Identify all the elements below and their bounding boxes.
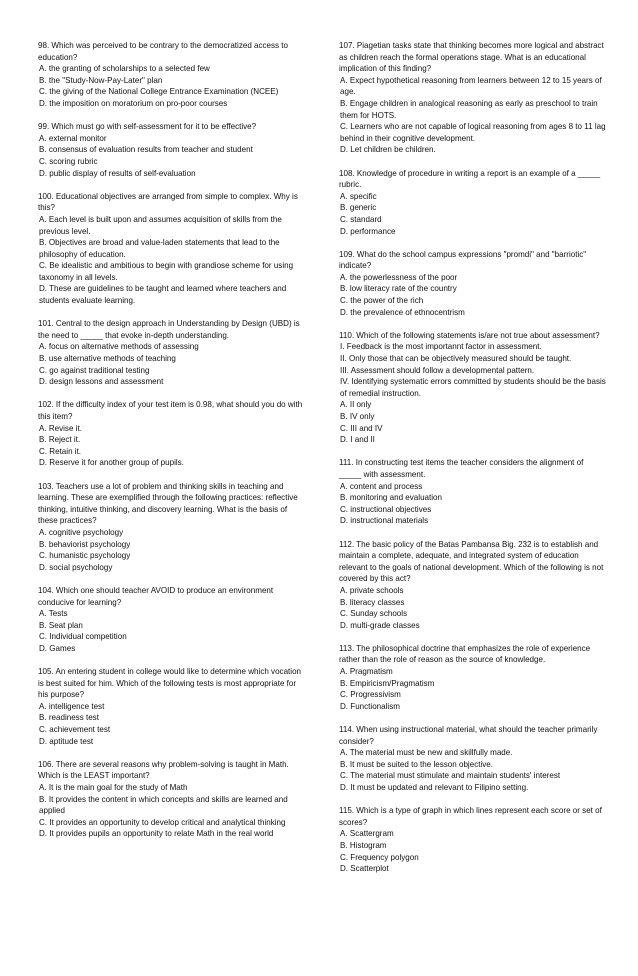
answer-option: C. Progressivism	[340, 690, 401, 700]
answer-option: C. Retain it.	[39, 446, 82, 456]
answer-option: C. the giving of the National College Entrance Examination (NCEE)	[39, 87, 279, 97]
question-stem: 106. There are several reasons why problem-solving is taught in Math. Which is the LEAST important?	[38, 759, 289, 781]
answer-option: B. readiness test	[39, 713, 99, 723]
question-stem: 113. The philosophical doctrine that emphasizes the role of experience rather than the role of reason as the source of knowledge.	[339, 643, 591, 665]
answer-option: D. Reserve it for another group of pupils.	[39, 458, 184, 468]
answer-option: IV. Identifying systematic errors committed by students should be the basis of remedial instruction.	[340, 377, 606, 398]
question-105	[38, 666, 306, 747]
answer-option: B. IV only	[340, 412, 375, 421]
answer-option: A. cognitive psychology	[39, 527, 124, 537]
answer-option: C. Learners who are not capable of logical reasoning from ages 8 to 11 lag behind in their cognitive development.	[340, 122, 606, 143]
answer-option: B. consensus of evaluation results from teacher and student	[39, 145, 253, 155]
question-stem: 103. Teachers use a lot of problem and thinking skills in teaching and learning. These are exemplified through the following practices: reflective thinking, intuitive thinking, and discovery learning. What is the basis of these practices?	[38, 481, 298, 526]
right-column	[339, 40, 607, 886]
answer-option: B. generic	[340, 203, 377, 213]
answer-option: B. Seat plan	[39, 620, 83, 630]
answer-option: A. II only	[340, 400, 372, 410]
answer-option: A. Tests	[39, 609, 68, 619]
answer-option: A. focus on alternative methods of assessing	[39, 342, 199, 352]
answer-option: D. multi-grade classes	[340, 620, 420, 630]
answer-option: C. go against traditional testing	[39, 365, 150, 375]
answer-option: D. instructional materials	[340, 516, 429, 526]
answer-option: C. humanistic psychology	[39, 551, 131, 561]
answer-option: D. I and II	[340, 435, 375, 445]
answer-option: A. Expect hypothetical reasoning from learners between 12 to 15 years of age.	[340, 75, 602, 97]
question-stem: 100. Educational objectives are arranged from simple to complex. Why is this?	[38, 191, 298, 213]
question-100	[38, 191, 306, 307]
answer-option: D. social psychology	[39, 562, 113, 572]
answer-option: B. Reject it.	[39, 435, 81, 445]
answer-option: D. These are guidelines to be taught and learned where teachers and students evaluate learning.	[39, 284, 287, 306]
answer-option: B. behaviorist psychology	[39, 539, 131, 549]
question-stem: 108. Knowledge of procedure in writing a report is an example of a _____ rubric.	[339, 168, 601, 190]
answer-option: A. Pragmatism	[340, 667, 393, 677]
question-stem: 99. Which must go with self-assessment for it to be effective?	[38, 122, 257, 132]
answer-option: I. Feedback is the most importannt factor in assessment.	[340, 342, 542, 352]
answer-option: A. private schools	[340, 585, 404, 595]
answer-option: III. Assessment should follow a developmental pattern.	[340, 365, 535, 375]
question-stem: 105. An entering student in college would like to determine which vocation is best suited for him. Which of the following tests is most appropriate for his purpose?	[38, 667, 302, 700]
answer-option: A. Revise it.	[39, 423, 82, 433]
answer-option: B. the "Study-Now-Pay-Later" plan	[39, 75, 163, 85]
answer-option: A. The material must be new and skillfully made.	[340, 748, 513, 758]
question-101	[38, 318, 306, 388]
answer-option: D. It provides pupils an opportunity to relate Math in the real world	[39, 829, 274, 839]
answer-option: B. use alternative methods of teaching	[39, 354, 176, 364]
answer-option: D. It must be updated and relevant to Filipino setting.	[340, 783, 529, 792]
question-stem: 111. In constructing test items the teacher considers the alignment of _____ with assessment.	[339, 458, 584, 479]
answer-option: C. III and IV	[340, 423, 383, 433]
answer-option: D. public display of results of self-evaluation	[39, 168, 196, 178]
question-103	[38, 481, 306, 574]
question-112	[339, 539, 607, 632]
question-98	[38, 40, 306, 110]
answer-option: B. literacy classes	[340, 597, 405, 607]
answer-option: D. Scatterplot	[340, 864, 389, 874]
answer-option: B. It must be suited to the lesson objective.	[340, 759, 493, 769]
question-99	[38, 121, 306, 179]
answer-option: A. Scattergram	[340, 829, 394, 839]
question-stem: 102. If the difficulty index of your test item is 0.98, what should you do with this item?	[38, 400, 303, 421]
answer-option: B. monitoring and evaluation	[340, 493, 442, 503]
question-stem: 112. The basic policy of the Batas Pambansa Big. 232 is to establish and maintain a complete, adequate, and integrated system of education relevant to the goals of national development. Which of the following is not covered by this act?	[339, 539, 604, 584]
question-111	[339, 457, 607, 527]
answer-option: C. Frequency polygon	[340, 852, 419, 862]
answer-option: C. It provides an opportunity to develop critical and analytical thinking	[39, 817, 286, 827]
answer-option: D. Let children be children.	[340, 145, 436, 155]
answer-option: II. Only those that can be objectively measured should be taught.	[340, 354, 572, 364]
answer-option: C. scoring rubric	[39, 156, 98, 166]
left-column	[38, 40, 306, 852]
question-107	[339, 40, 607, 156]
answer-option: D. Games	[39, 643, 76, 653]
answer-option: C. the power of the rich	[340, 296, 424, 306]
question-stem: 109. What do the school campus expressions "promdi" and "barriotic" indicate?	[339, 249, 587, 271]
question-stem: 98. Which was perceived to be contrary to the democratized access to education?	[38, 41, 289, 62]
answer-option: D. design lessons and assessment	[39, 377, 164, 387]
answer-option: A. Each level is built upon and assumes acquisition of skills from the previous level.	[39, 214, 282, 236]
answer-option: C. achievement test	[39, 725, 111, 735]
answer-option: C. instructional objectives	[340, 504, 432, 514]
question-110	[339, 330, 607, 446]
question-113	[339, 643, 607, 713]
answer-option: B. Engage children in analogical reasoning as early as preschool to train them for HOTS.	[340, 98, 598, 120]
answer-option: A. the granting of scholarships to a selected few	[39, 64, 210, 74]
question-stem: 114. When using instructional material, what should the teacher primarily consider?	[339, 725, 598, 746]
answer-option: C. Be idealistic and ambitious to begin with grandiose scheme for using taxonomy in all levels.	[39, 261, 294, 282]
question-109	[339, 249, 607, 319]
answer-option: B. Empiricism/Pragmatism	[340, 678, 435, 688]
answer-option: A. intelligence test	[39, 701, 105, 711]
answer-option: C. Sunday schools	[340, 609, 408, 619]
answer-option: B. Objectives are broad and value-laden statements that lead to the philosophy of education.	[39, 238, 280, 259]
answer-option: A. external monitor	[39, 133, 107, 143]
answer-option: C. The material must stimulate and maintain students' interest	[340, 771, 561, 781]
question-108	[339, 168, 607, 238]
question-104	[38, 585, 306, 655]
answer-option: B. Histogram	[340, 840, 387, 850]
answer-option: A. It is the main goal for the study of Math	[39, 783, 188, 792]
answer-option: D. performance	[340, 226, 396, 236]
answer-option: D. aptitude test	[39, 736, 94, 746]
answer-option: C. Individual competition	[39, 632, 127, 642]
answer-option: A. specific	[340, 191, 377, 201]
answer-option: A. the powerlessness of the poor	[340, 272, 458, 282]
question-114	[339, 724, 607, 794]
answer-option: B. low literacy rate of the country	[340, 284, 457, 294]
answer-option: D. Functionalism	[340, 701, 400, 711]
answer-option: B. It provides the content in which concepts and skills are learned and applied	[39, 794, 288, 816]
answer-option: A. content and process	[340, 481, 423, 491]
question-stem: 101. Central to the design approach in Understanding by Design (UBD) is the need to _____ that evoke in-depth understanding.	[38, 319, 300, 340]
question-102	[38, 399, 306, 469]
answer-option: D. the prevalence of ethnocentrism	[340, 307, 465, 317]
question-106	[38, 759, 306, 840]
question-stem: 107. Piagetian tasks state that thinking becomes more logical and abstract as children reach the formal operations stage. What is an educational implication of this finding?	[339, 41, 604, 74]
question-stem: 104. Which one should teacher AVOID to produce an environment conducive for learning?	[38, 585, 274, 607]
answer-option: D. the imposition on moratorium on pro-poor courses	[39, 98, 228, 108]
question-stem: 110. Which of the following statements is/are not true about assessment?	[339, 330, 600, 340]
question-stem: 115. Which is a type of graph in which lines represent each score or set of scores?	[339, 806, 602, 827]
answer-option: C. standard	[340, 214, 382, 224]
question-115	[339, 805, 607, 875]
